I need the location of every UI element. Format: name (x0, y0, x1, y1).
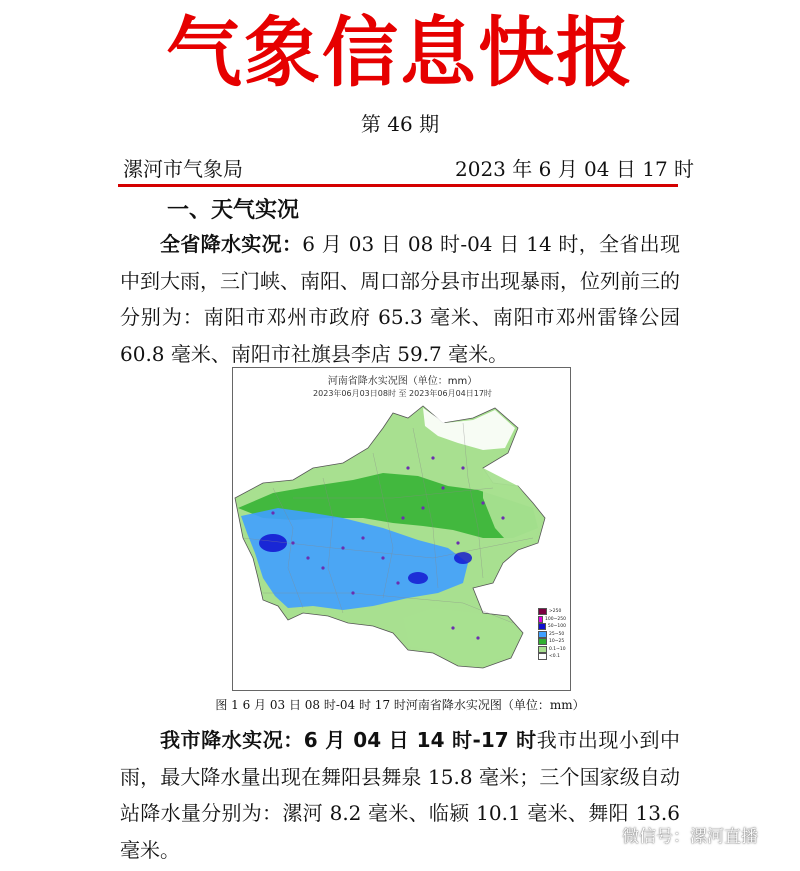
legend-label: 10~25 (549, 639, 565, 645)
station-dot (481, 501, 484, 504)
header-divider (118, 184, 678, 187)
legend-swatch (538, 623, 546, 630)
legend-swatch (538, 631, 547, 638)
legend-swatch (538, 616, 543, 623)
map-title: 河南省降水实况图（单位：mm） (327, 376, 478, 387)
station-dot (291, 541, 294, 544)
watermark-text: 微信号：漯河直播 (622, 827, 758, 847)
storm-zone (454, 552, 472, 564)
station-dot (451, 626, 454, 629)
legend-item (538, 653, 566, 661)
storm-zone (259, 534, 287, 552)
legend-swatch (538, 608, 547, 615)
map-legend (538, 608, 566, 661)
bulletin-title: 气象信息快报 (166, 8, 634, 97)
station-dot (456, 541, 459, 544)
station-dot (406, 466, 409, 469)
station-dot (461, 466, 464, 469)
legend-label: 50~100 (547, 624, 566, 630)
storm-zone (408, 572, 428, 584)
issue-number: 第 46 期 (360, 112, 440, 136)
station-dot (271, 511, 274, 514)
province-rain-paragraph (120, 226, 680, 372)
section-heading: 一、天气实况 (167, 198, 300, 223)
station-dot (361, 536, 364, 539)
legend-swatch (538, 646, 547, 653)
station-dot (421, 506, 424, 509)
precipitation-map (232, 367, 571, 691)
legend-label: 0.1~10 (549, 646, 566, 652)
legend-label: >250 (549, 609, 562, 615)
legend-item (538, 631, 566, 639)
station-dot (441, 486, 444, 489)
legend-item (538, 646, 566, 654)
legend-item (538, 608, 566, 616)
city-rain-paragraph (120, 722, 680, 868)
station-dot (381, 556, 384, 559)
station-dot (351, 591, 354, 594)
issuing-office: 漯河市气象局 (123, 157, 243, 181)
wechat-icon (600, 826, 618, 844)
station-dot (476, 636, 479, 639)
station-dot (306, 556, 309, 559)
station-dot (501, 516, 504, 519)
city-rain-text: 我市出现小到中雨，最大降水量出现在舞阳县舞泉 15.8 毫米；三个国家级自动站降水量分别为：漯河 8.2 毫米、临颍 10.1 毫米、舞阳 13.6 毫米。 (120, 728, 680, 862)
city-rain-lead: 我市降水实况：6 月 04 日 14 时-17 时 (160, 728, 537, 752)
legend-swatch (538, 638, 547, 645)
legend-label: 25~50 (549, 631, 565, 637)
station-dot (431, 456, 434, 459)
station-dot (321, 566, 324, 569)
province-rain-text: 6 月 03 日 08 时-04 日 14 时，全省出现中到大雨，三门峡、南阳、周口部分县市出现暴雨，位列前三的分别为：南阳市邓州市政府 65.3 毫米、南阳市邓州雷锋公园 60.8 毫米、南阳市社旗县李店 59.7 毫米。 (120, 232, 681, 366)
legend-label: <0.1 (549, 654, 560, 660)
legend-item (538, 616, 566, 624)
issue-date: 2023 年 6 月 04 日 17 时 (455, 157, 695, 181)
map-subtitle: 2023年06月03日08时 至 2023年06月04日17时 (313, 389, 492, 398)
station-dot (401, 516, 404, 519)
henan-map-graphic (233, 368, 572, 692)
wechat-watermark (600, 822, 758, 847)
station-dot (341, 546, 344, 549)
legend-item (538, 623, 566, 631)
legend-item (538, 638, 566, 646)
legend-swatch (538, 653, 547, 660)
legend-label: 100~250 (545, 616, 566, 622)
map-caption: 图 1 6 月 03 日 08 时-04 时 17 时河南省降水实况图（单位：mm） (215, 698, 585, 712)
province-rain-lead: 全省降水实况： (160, 232, 303, 256)
station-dot (396, 581, 399, 584)
